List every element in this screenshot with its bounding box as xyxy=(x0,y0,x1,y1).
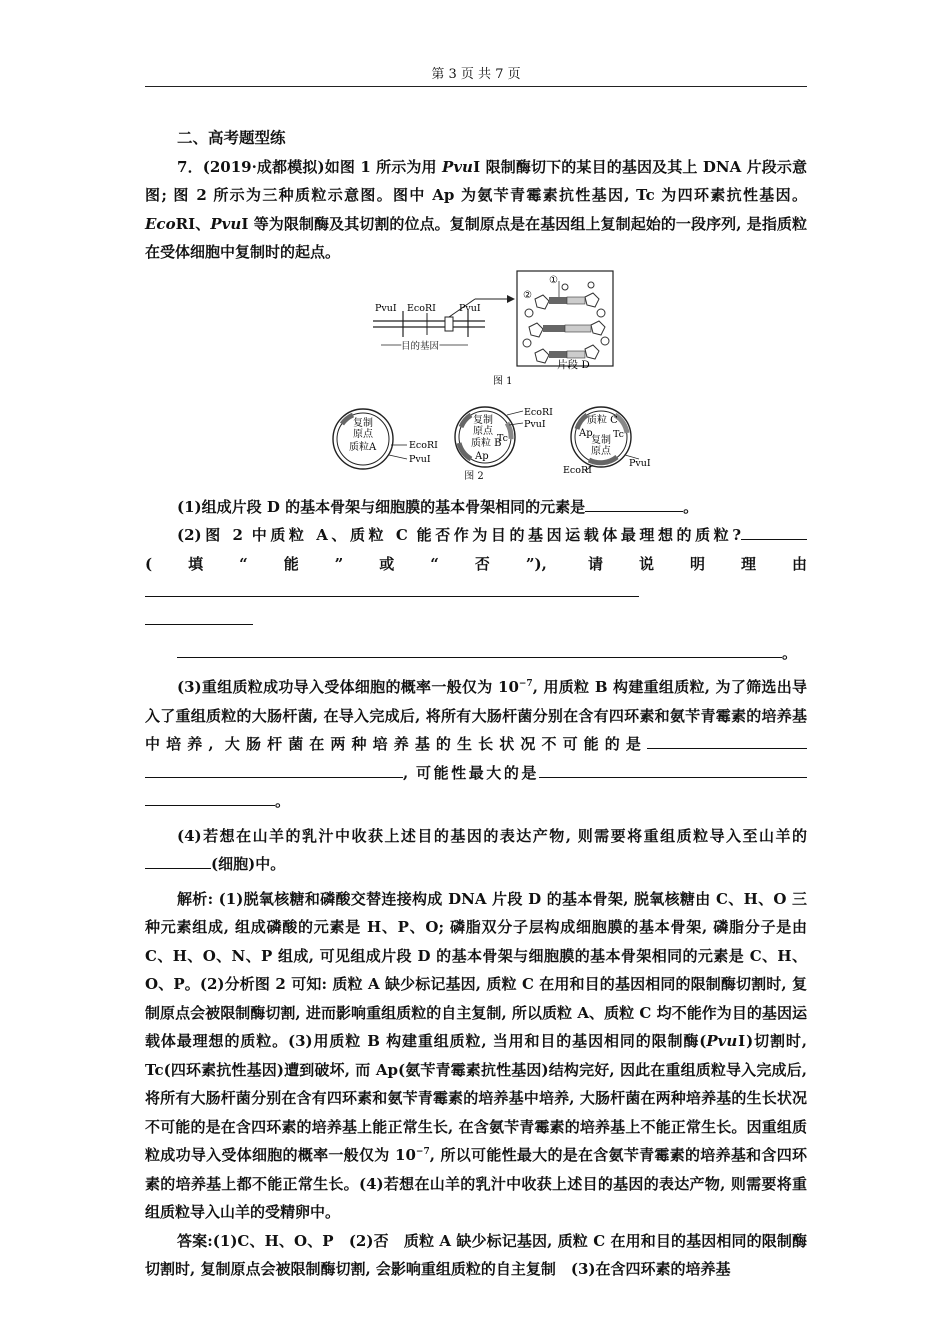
figure1-fragment xyxy=(517,271,613,371)
answer-blank-3d[interactable] xyxy=(145,788,275,806)
question-7-stem: 7．(2019·成都模拟)如图 1 所示为用 PvuⅠ 限制酶切下的某目的基因及其上 DNA 片段示意图; 图 2 所示为三种质粒示意图。图中 Ap 为氨苄青霉素抗性基因, Tc 为四环素抗性基因。EcoRⅠ、PvuⅠ 等为限制酶及其切割的位点。复制原点是在基因组上复制起始的一段序列, 是指质粒在受体细胞中复制时的起点。 xyxy=(145,157,807,261)
question-1: (1)组成片段 D 的基本骨架与细胞膜的基本骨架相同的元素是 。 xyxy=(145,493,807,522)
fig2-caption: 图 2 xyxy=(464,470,484,482)
figure-area xyxy=(145,269,807,473)
svg-text:EcoRⅠ: EcoRⅠ xyxy=(409,439,438,451)
svg-text:EcoRⅠ: EcoRⅠ xyxy=(563,464,592,473)
svg-text:Ap: Ap xyxy=(579,427,593,439)
answer-blank-2c[interactable] xyxy=(145,607,253,625)
figure1-gene xyxy=(373,295,515,352)
plasmid-b xyxy=(455,407,553,467)
svg-text:Tc: Tc xyxy=(613,428,624,440)
answer-label: 答案: xyxy=(177,1231,213,1250)
svg-text:Ap: Ap xyxy=(475,450,489,462)
svg-text:PvuⅠ: PvuⅠ xyxy=(524,418,546,430)
fig1-eco: EcoRⅠ xyxy=(407,302,436,314)
fig1-gene-label: 目的基因 xyxy=(401,340,440,352)
svg-text:②: ② xyxy=(523,289,532,301)
question-3: (3)重组质粒成功导入受体细胞的概率一般仅为 $10^{-7}$, 用质粒 B 构建重组质粒, 为了筛选出导入了重组质粒的大肠杆菌, 在导入完成后, 将所有大肠杆菌分别在含有四环素和氨苄青霉素的培养基中培养, 大肠杆菌在两种培养基的生长状况不可能的是, 可能性最大的是。 xyxy=(145,678,807,810)
answer-blank-1[interactable] xyxy=(585,494,683,512)
figure-svg xyxy=(145,269,807,473)
header-divider xyxy=(145,86,807,87)
fig1-pvu-left: PvuⅠ xyxy=(375,302,397,314)
svg-text:PvuⅠ: PvuⅠ xyxy=(409,453,431,465)
analysis: 解析: (1)脱氧核糖和磷酸交替连接构成 DNA 片段 D 的基本骨架, 脱氧核糖由 C、H、O 三种元素组成, 组成磷酸的元素是 H、P、O; 磷脂双分子层构成细胞膜的基本骨架, 磷脂分子是由 C、H、O、N、P 组成, 可见组成片段 D 的基本骨架与细胞膜的基本骨架相同的元素是 C、H、O、P。(2)分析图 2 可知: 质粒 A 缺少标记基因, 质粒 C 在用和目的基因相同的限制酶切割时, 复制原点会被限制酶切割, 进而影响重组质粒的自主复制, 所以质粒 A、质粒 C 均不能作为目的基因运载体最理想的质粒。(3)用质粒 B 构建重组质粒, 当用和目的基因相同的限制酶(PvuⅠ)切割时, Tc(四环素抗性基因)遭到破坏, 而 Ap(氨苄青霉素抗性基因)结构完好, 因此在重组质粒导入完成后, 将所有大肠杆菌分别在含有四环素和氨苄青霉素的培养基中培养, 大肠杆菌在两种培养基的生长状况不可能的是在含四环素的培养基上能正常生长, 在含氨苄青霉素的培养基上不能正常生长。因重组质粒成功导入受体细胞的概率一般仅为 $10^{-7}$, 所以可能性最大的是在含氨苄青霉素的培养基和含四环素的培养基上都不能正常生长。(4)若想在山羊的乳汁中收获上述目的基因的表达产物, 则需要将重组质粒导入山羊的受精卵中。 xyxy=(145,889,807,1221)
fig1-pvu-right: PvuⅠ xyxy=(459,302,481,314)
plasmid-a-label: 质粒A xyxy=(349,441,377,453)
answer-blank-2d[interactable] xyxy=(177,640,782,658)
page-content xyxy=(145,118,807,1284)
question-2-line: 。 xyxy=(177,639,807,668)
section-title: 二、高考题型练 xyxy=(177,128,286,147)
answer-blank-3c[interactable] xyxy=(539,760,807,778)
question-2: (2)图 2 中质粒 A、质粒 C 能否作为目的基因运载体最理想的质粒?(填“能”或“否”), 请说明理由 xyxy=(145,521,807,607)
page-header: 第 3 页 共 7 页 xyxy=(431,67,521,82)
svg-text:原点: 原点 xyxy=(353,428,373,440)
svg-text:复制: 复制 xyxy=(473,414,493,426)
plasmid-a xyxy=(333,409,438,469)
svg-text:Tc: Tc xyxy=(497,432,508,444)
analysis-label: 解析: xyxy=(177,889,214,908)
fig1-fragment-label: 片段 D xyxy=(557,358,590,371)
plasmid-c xyxy=(563,407,651,473)
question-number: 7． xyxy=(177,157,203,176)
answer: 答案:(1)C、H、O、P (2)否 质粒 A 缺少标记基因, 质粒 C 在用和目的基因相同的限制酶切割时, 复制原点会被限制酶切割, 会影响重组质粒的自主复制 (3)在含四环素的培养基 xyxy=(145,1231,807,1278)
question-4: (4)若想在山羊的乳汁中收获上述目的基因的表达产物, 则需要将重组质粒导入至山羊的(细胞)中。 xyxy=(145,822,807,879)
svg-text:复制: 复制 xyxy=(353,417,373,429)
answer-blank-3b[interactable] xyxy=(145,760,403,778)
svg-text:复制: 复制 xyxy=(591,434,611,446)
plasmid-c-label: 质粒 C xyxy=(587,414,618,426)
svg-text:EcoRⅠ: EcoRⅠ xyxy=(524,406,553,418)
answer-blank-3a[interactable] xyxy=(647,731,807,749)
answer-blank-2a[interactable] xyxy=(741,522,807,540)
svg-text:原点: 原点 xyxy=(591,445,611,457)
svg-text:原点: 原点 xyxy=(473,425,493,437)
svg-text:①: ① xyxy=(549,274,558,286)
answer-blank-4[interactable] xyxy=(145,851,211,869)
question-source: (2019·成都模拟) xyxy=(202,157,325,176)
svg-text:PvuⅠ: PvuⅠ xyxy=(629,457,651,469)
fig1-caption: 图 1 xyxy=(493,375,513,387)
answer-blank-2b[interactable] xyxy=(145,579,639,597)
plasmid-b-label: 质粒 B xyxy=(471,437,502,449)
